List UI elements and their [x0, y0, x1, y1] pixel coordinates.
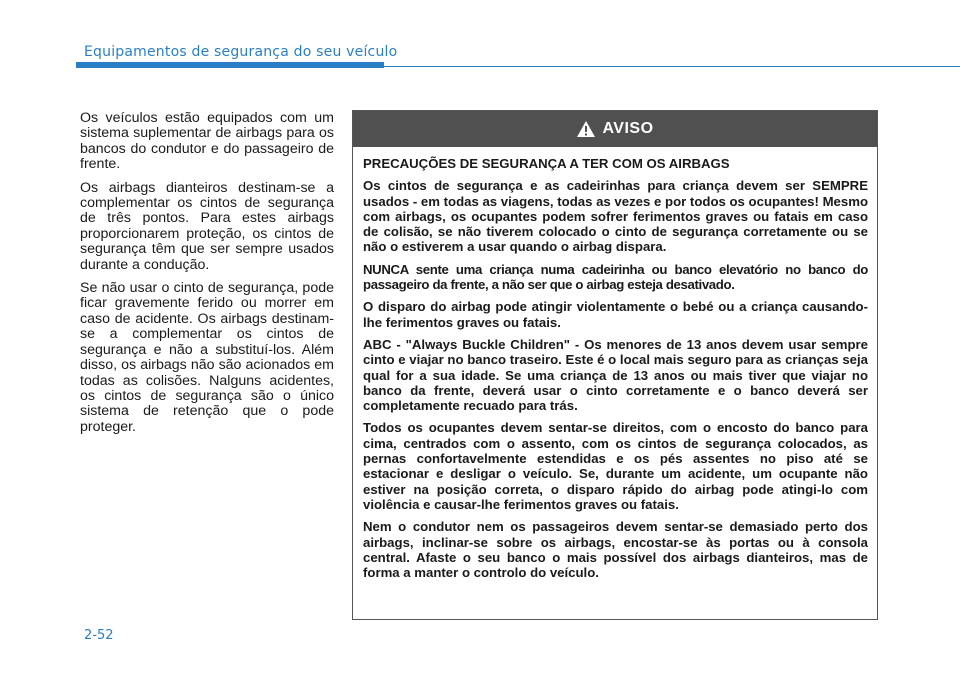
warning-header — [353, 111, 877, 147]
warning-label: AVISO — [602, 120, 654, 137]
body-paragraph: Se não usar o cinto de segurança, pode ficar gravemente ferido ou morrer em caso de acidente. Os airbags destinam-se a complementar os cintos de segurança e não a substituí-los. Além disso, os airbags não são acionados em todas as colisões. Nalguns acidentes, os cintos de segurança são o único sistema de retenção que o pode proteger. — [80, 280, 334, 435]
warning-triangle-icon — [576, 120, 596, 138]
body-paragraph: Os airbags dianteiros destinam-se a complementar os cintos de segurança de três pontos. Para estes airbags proporcionarem proteção, os cintos de segurança têm que ser sempre usados durante a condução. — [80, 179, 334, 273]
warning-paragraph: ABC - "Always Buckle Children" - Os menores de 13 anos devem usar sempre cinto e viajar no banco traseiro. Este é o local mais seguro para as crianças seja qual for a sua idade. Se uma criança de 13 anos ou mais tiver que viajar no banco da frente, deverá usar o cinto corretamente e o banco deverá ser completamente recuado para trás. — [363, 336, 868, 414]
warning-paragraph: O disparo do airbag pode atingir violentamente o bebé ou a criança causando-lhe ferimentos graves ou fatais. — [363, 299, 868, 330]
warning-paragraph: Os cintos de segurança e as cadeirinhas para criança devem ser SEMPRE usados - em todas as viagens, todas as vezes e por todos os ocupantes! Mesmo com airbags, os ocupantes podem sofrer ferimentos graves ou fatais em caso de colisão, se não tiverem colocado o cinto de segurança corretamente ou se não o estiverem a usar quando o airbag dispara. — [363, 178, 868, 255]
warning-paragraph: NUNCA sente uma criança numa cadeirinha ou banco elevatório no banco do passageiro da frente, a não ser que o airbag esteja desativado. — [363, 261, 868, 293]
body-paragraph: Os veículos estão equipados com um sistema suplementar de airbags para os bancos do condutor e do passageiro de frente. — [80, 110, 334, 173]
warning-paragraph: Nem o condutor nem os passageiros devem sentar-se demasiado perto dos airbags, inclinar-se sobre os airbags, encostar-se às portas ou à consola central. Afaste o seu banco o mais possível dos airbags dianteiros, mas de forma a manter o controlo do veículo. — [363, 519, 868, 581]
warning-box — [352, 110, 878, 620]
header-rule-line — [384, 66, 960, 67]
header-accent-bar — [76, 62, 384, 68]
section-header-title: Equipamentos de segurança do seu veículo — [84, 44, 398, 60]
warning-title: PRECAUÇÕES DE SEGURANÇA A TER COM OS AIRBAGS — [363, 156, 730, 171]
page-number: 2-52 — [84, 628, 114, 643]
warning-paragraph: Todos os ocupantes devem sentar-se direitos, com o encosto do banco para cima, centrados com o assento, com os cintos de segurança colocados, as pernas confortavelmente estendidas e os pés assentes no piso até se estacionar e desligar o veículo. Se, durante um acidente, um ocupante não estiver na posição correta, o disparo rápido do airbag pode atingi-lo com violência e causar-lhe ferimentos graves ou fatais. — [363, 420, 868, 512]
warning-body — [353, 147, 877, 580]
left-column-text — [80, 111, 334, 443]
